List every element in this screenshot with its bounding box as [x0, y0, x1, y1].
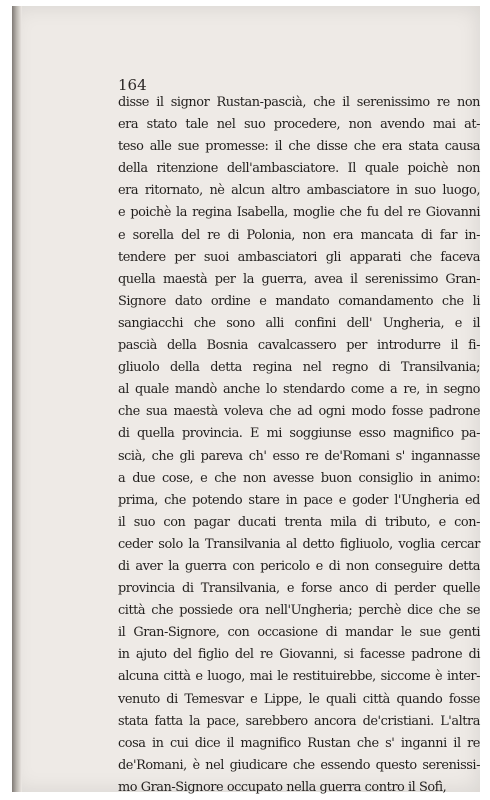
text-line: di aver la guerra con pericolo e di non conseguire detta [118, 558, 480, 574]
book-page [12, 6, 480, 795]
text-line: Signore dato ordine e mandato comandamento che li [118, 293, 480, 309]
text-line: mo Gran-Signore occupato nella guerra contro il Sofì, [118, 779, 447, 795]
text-line: a due cose, e che non avesse buon consiglio in animo: [118, 470, 480, 486]
text-line: scià, che gli pareva ch' esso re de'Romani s' ingannasse [118, 448, 480, 464]
text-line: della ritenzione dell'ambasciatore. Il quale poichè non [118, 161, 480, 177]
text-line: pascià della Bosnia cavalcassero per introdurre il fi- [118, 338, 480, 354]
page-number: 164 [118, 76, 147, 94]
text-line: teso alle sue promesse: il che disse che era stata causa [118, 139, 480, 155]
text-line: venuto di Temesvar e Lippe, le quali città quando fosse [118, 691, 480, 707]
text-line: il Gran-Signore, con occasione di mandar le sue genti [118, 625, 480, 641]
text-line: gliuolo della detta regina nel regno di Transilvania; [118, 360, 480, 376]
text-line: sangiacchi che sono alli confini dell' Ungheria, e il [118, 315, 480, 331]
text-line: e sorella del re di Polonia, non era mancata di far in- [118, 227, 480, 243]
body-text [118, 92, 480, 799]
text-line: città che possiede ora nell'Ungheria; perchè dice che se [118, 603, 480, 619]
text-line: e poichè la regina Isabella, moglie che fu del re Giovanni [118, 205, 480, 221]
text-line: disse il signor Rustan-pascià, che il serenissimo re non [118, 95, 480, 110]
text-line: de'Romani, è nel giudicare che essendo questo serenissi- [118, 757, 480, 773]
text-line: ceder solo la Transilvania al detto figliuolo, voglia cercar [118, 536, 480, 552]
text-line: alcuna città e luogo, mai le restituirebbe, siccome è inter- [118, 669, 480, 685]
text-line: che sua maestà voleva che ad ogni modo fosse padrone [118, 404, 480, 420]
text-line: era stato tale nel suo procedere, non avendo mai at- [118, 117, 480, 133]
text-line: stata fatta la pace, sarebbero ancora de'cristiani. L'altra [118, 713, 480, 729]
text-line: in ajuto del figlio del re Giovanni, si facesse padrone di [118, 647, 480, 663]
text-line: di quella provincia. E mi soggiunse esso magnifico pa- [118, 426, 480, 442]
text-line: il suo con pagar ducati trenta mila di tributo, e con- [118, 514, 480, 530]
text-line: provincia di Transilvania, e forse anco di perder quelle [118, 581, 480, 597]
text-line: era ritornato, nè alcun altro ambasciatore in suo luogo, [118, 183, 480, 199]
text-line: cosa in cui dice il magnifico Rustan che s' inganni il re [118, 735, 480, 751]
text-line: tendere per suoi ambasciatori gli apparati che faceva [118, 249, 480, 265]
text-line: prima, che potendo stare in pace e goder l'Ungheria ed [118, 492, 480, 508]
text-line: al quale mandò anche lo stendardo come a re, in segno [118, 382, 480, 398]
text-line: quella maestà per la guerra, avea il serenissimo Gran- [118, 271, 480, 287]
page-gutter-shadow [12, 6, 22, 792]
